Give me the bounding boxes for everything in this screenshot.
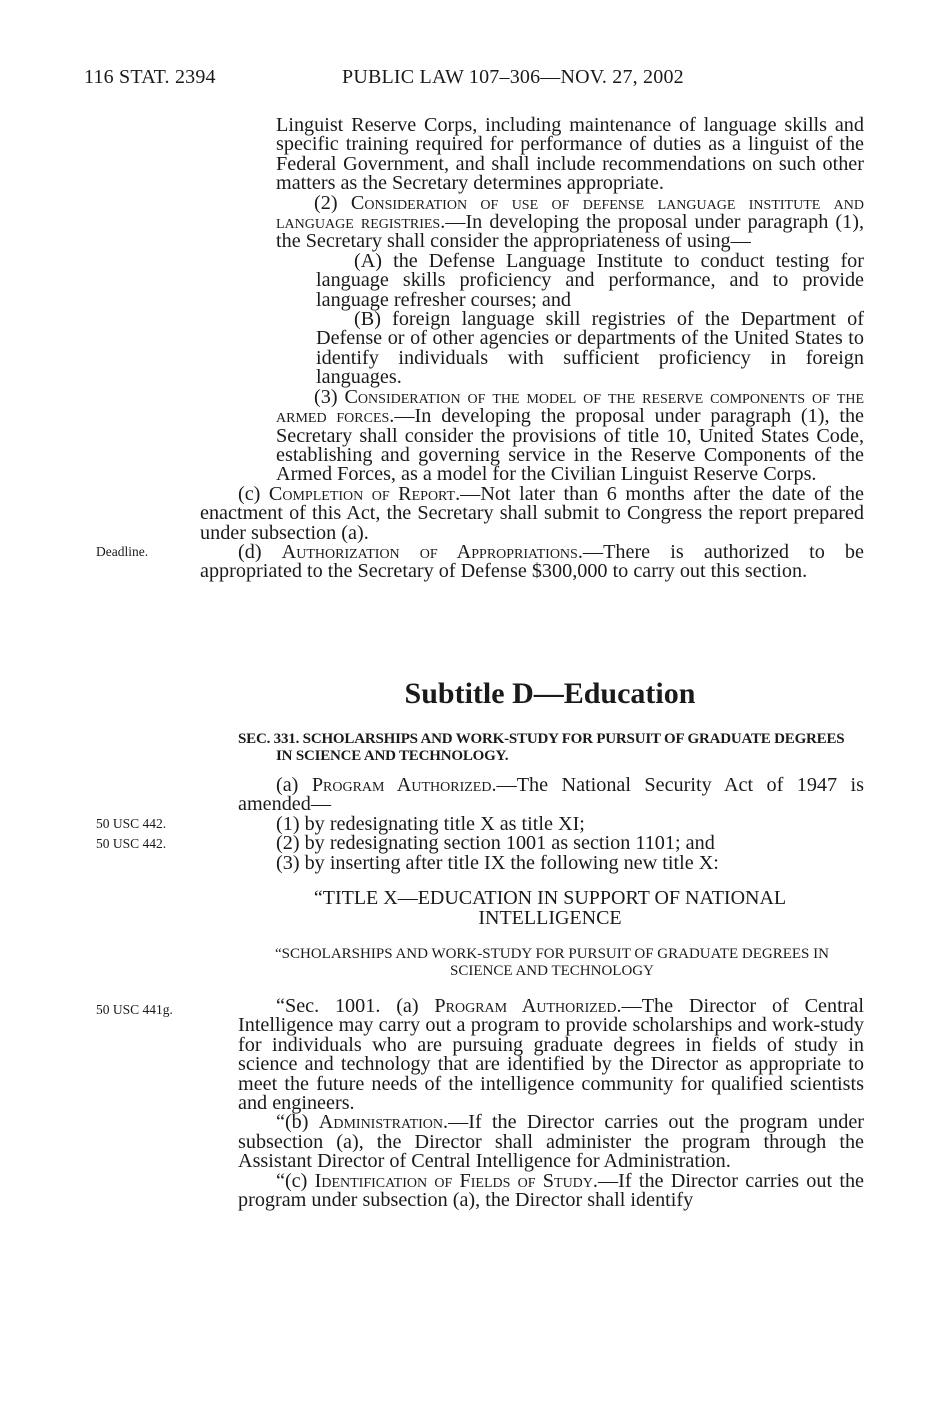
amendment-2: (2) by redesignating section 1001 as section 1101; and [276, 832, 715, 855]
paragraph-heading: Consideration of the model of the reserve components of the armed forces. [276, 385, 864, 428]
margin-note-usc: 50 USC 442. [96, 836, 167, 851]
subsection-text: —If the Director carries out the program under subsection (a), the Director shall identify [238, 1169, 864, 1212]
subparagraph-A: (A) the Defense Language Institute to conduct testing for language skills proficiency and performance, and to provide language refresher courses; and [316, 249, 864, 311]
subsection-heading: Identification of Fields of Study. [314, 1169, 598, 1192]
title-x-subheading: “SCHOLARSHIPS AND WORK-STUDY FOR PURSUIT OF GRADUATE DEGREES IN SCIENCE AND TECHNOLOGY [275, 946, 829, 979]
subsection-text: —The Director of Central Intelligence may carry out a program to provide scholarships and work-study for individuals who are pursuing graduate degrees in fields of study in science and technology that are identified by the Director as appropriate to meet the future needs of the intelligence community for qualified scientists and engineers. [238, 995, 864, 1115]
amendment-3: (3) by inserting after title IX the following new title X: [276, 851, 719, 874]
subsection-d [200, 540, 864, 583]
subsection-text: —If the Director carries out the program under subsection (a), the Director shall administer the program through the Assistant Director of Central Intelligence for Administration. [238, 1111, 865, 1173]
upper-text-block [200, 114, 865, 583]
page-reference: 116 STAT. 2394 [84, 66, 216, 88]
section-331-body [238, 776, 864, 873]
title-x-body [238, 997, 864, 1210]
margin-note-usc: 50 USC 441g. [96, 1002, 173, 1017]
subsection-number: “(c) [276, 1169, 315, 1192]
subparagraph-B: (B) foreign language skill registries of the Department of Defense or of other agencies or departments of the United States to identify individuals with sufficient proficiency in foreign languages. [316, 308, 864, 389]
paragraph-number: (2) [314, 191, 351, 214]
subsection-heading: Authorization of Appropriations. [281, 540, 583, 563]
title-x-wrap [270, 888, 830, 928]
subsection-number: (c) [238, 482, 269, 505]
subsection-heading: Administration. [318, 1111, 449, 1134]
title-x-heading: “TITLE X—EDUCATION IN SUPPORT OF NATIONAL INTELLIGENCE [313, 887, 787, 929]
subsection-text: —There is authorized to be appropriated to the Secretary of Defense $300,000 to carry out this section. [200, 540, 864, 583]
subsection-heading: Program Authorized. [311, 774, 497, 796]
paragraph-text: —In developing the proposal under paragraph (1), the Secretary shall consider the appropriateness of using— [276, 211, 865, 253]
paragraph-3 [238, 385, 864, 486]
subtitle-heading: Subtitle D—Education [404, 677, 696, 710]
subhead-x-wrap [262, 946, 842, 980]
paragraph-2 [238, 191, 865, 253]
subsection-number: (d) [238, 540, 282, 563]
subsection-heading: Program Authorized. [434, 995, 622, 1017]
subsection-number: “(b) [276, 1111, 319, 1134]
title-x-subsection-c [238, 1169, 864, 1212]
running-header: PUBLIC LAW 107–306—NOV. 27, 2002 [342, 66, 684, 88]
section-subsection-a [238, 776, 864, 815]
subsection-number: (a) [276, 774, 312, 796]
amendment-1: (1) by redesignating title X as title XI; [276, 812, 585, 835]
paragraph-number: (3) [314, 385, 345, 408]
paragraph-continuation: Linguist Reserve Corps, including maintenance of language skills and specific training required for performance of duties as a linguist of the Federal Government, and shall include recommendations on such other matters as the Secretary determines appropriate. [276, 114, 864, 195]
subsection-text: —Not later than 6 months after the date of the enactment of this Act, the Secretary shall submit to Congress the report prepared under subsection (a). [200, 482, 864, 544]
title-x-subsection-b [238, 1113, 864, 1171]
section-heading-wrap [238, 731, 858, 765]
title-x-subsection-a [238, 997, 864, 1113]
subsection-text: —The National Security Act of 1947 is amended— [238, 774, 864, 816]
subsection-number: “Sec. 1001. (a) [276, 995, 435, 1017]
section-heading: SEC. 331. SCHOLARSHIPS AND WORK-STUDY FOR PURSUIT OF GRADUATE DEGREES IN SCIENCE AND TECHNOLOGY. [238, 731, 845, 764]
paragraph-heading: Consideration of use of defense language institute and language registries. [276, 191, 864, 234]
subsection-c [200, 482, 864, 544]
paragraph-text: —In developing the proposal under paragraph (1), the Secretary shall consider the provisions of title 10, United States Code, establishing and governing service in the Reserve Components of the Armed Forces, as a model for the Civilian Linguist Reserve Corps. [276, 405, 864, 486]
subtitle-wrap [200, 678, 900, 710]
margin-note-usc: 50 USC 442. [96, 816, 167, 831]
subsection-heading: Completion of Report. [268, 482, 461, 505]
margin-note-deadline: Deadline. [96, 544, 149, 559]
